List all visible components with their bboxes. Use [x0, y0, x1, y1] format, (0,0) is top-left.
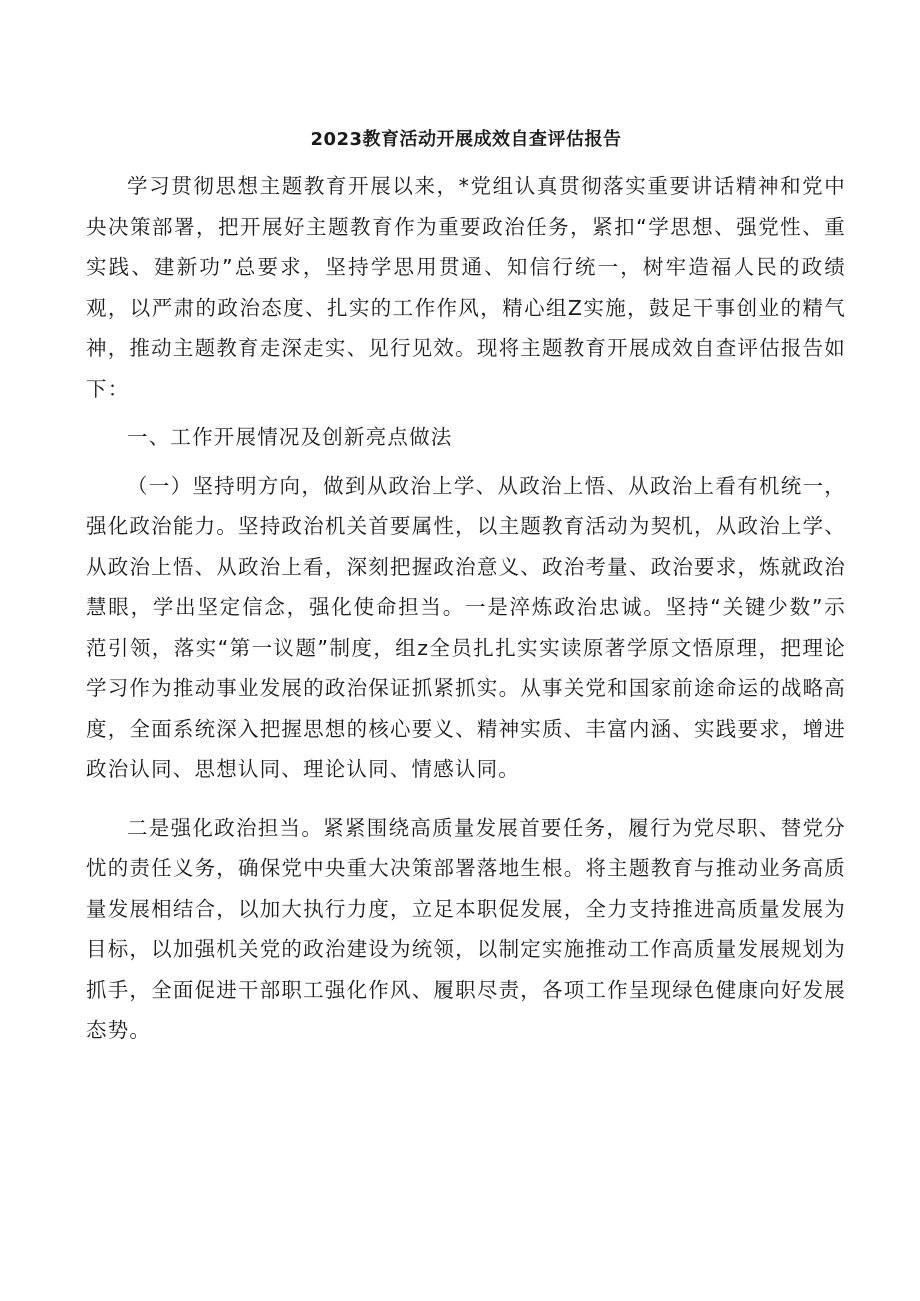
- section-heading: 一、工作开展情况及创新亮点做法: [127, 425, 453, 449]
- section-paragraph-2: 二是强化政治担当。紧紧围绕高质量发展首要任务，履行为党尽职、替党分忧的责任义务，确保党中央重大决策部署落地生根。将主题教育与推动业务高质量发展相结合，以加大执行力度，立足本职促发展，全力支持推进高质量发展为目标，以加强机关党的政治建设为统领，以制定实施推动工作高质量发展规划为抓手，全面促进干部职工强化作风、履职尽责，各项工作呈现绿色健康向好发展态势。: [86, 815, 846, 1042]
- intro-paragraph: 学习贯彻思想主题教育开展以来，*党组认真贯彻落实重要讲话精神和党中央决策部署，把开展好主题教育作为重要政治任务，紧扣“学思想、强党性、重实践、建新功”总要求，坚持学思用贯通、知信行统一，树牢造福人民的政绩观，以严肃的政治态度、扎实的工作作风，精心组Z实施，鼓足干事创业的精气神，推动主题教育走深走实、见行见效。现将主题教育开展成效自查评估报告如下：: [86, 174, 846, 401]
- document-page: [86, 118, 846, 1051]
- document-title: 2023教育活动开展成效自查评估报告: [310, 129, 622, 150]
- section-paragraph-1: （一）坚持明方向，做到从政治上学、从政治上悟、从政治上看有机统一，强化政治能力。坚持政治机关首要属性，以主题教育活动为契机，从政治上学、从政治上悟、从政治上看，深刻把握政治意义、政治考量、政治要求，炼就政治慧眼，学出坚定信念，强化使命担当。一是淬炼政治忠诚。坚持“关键少数”示范引领，落实“第一议题”制度，组z全员扎扎实实读原著学原文悟原理，把理论学习作为推动事业发展的政治保证抓紧抓实。从事关党和国家前途命运的战略高度，全面系统深入把握思想的核心要义、精神实质、丰富内涵、实践要求，增进政治认同、思想认同、理论认同、情感认同。: [86, 473, 846, 781]
